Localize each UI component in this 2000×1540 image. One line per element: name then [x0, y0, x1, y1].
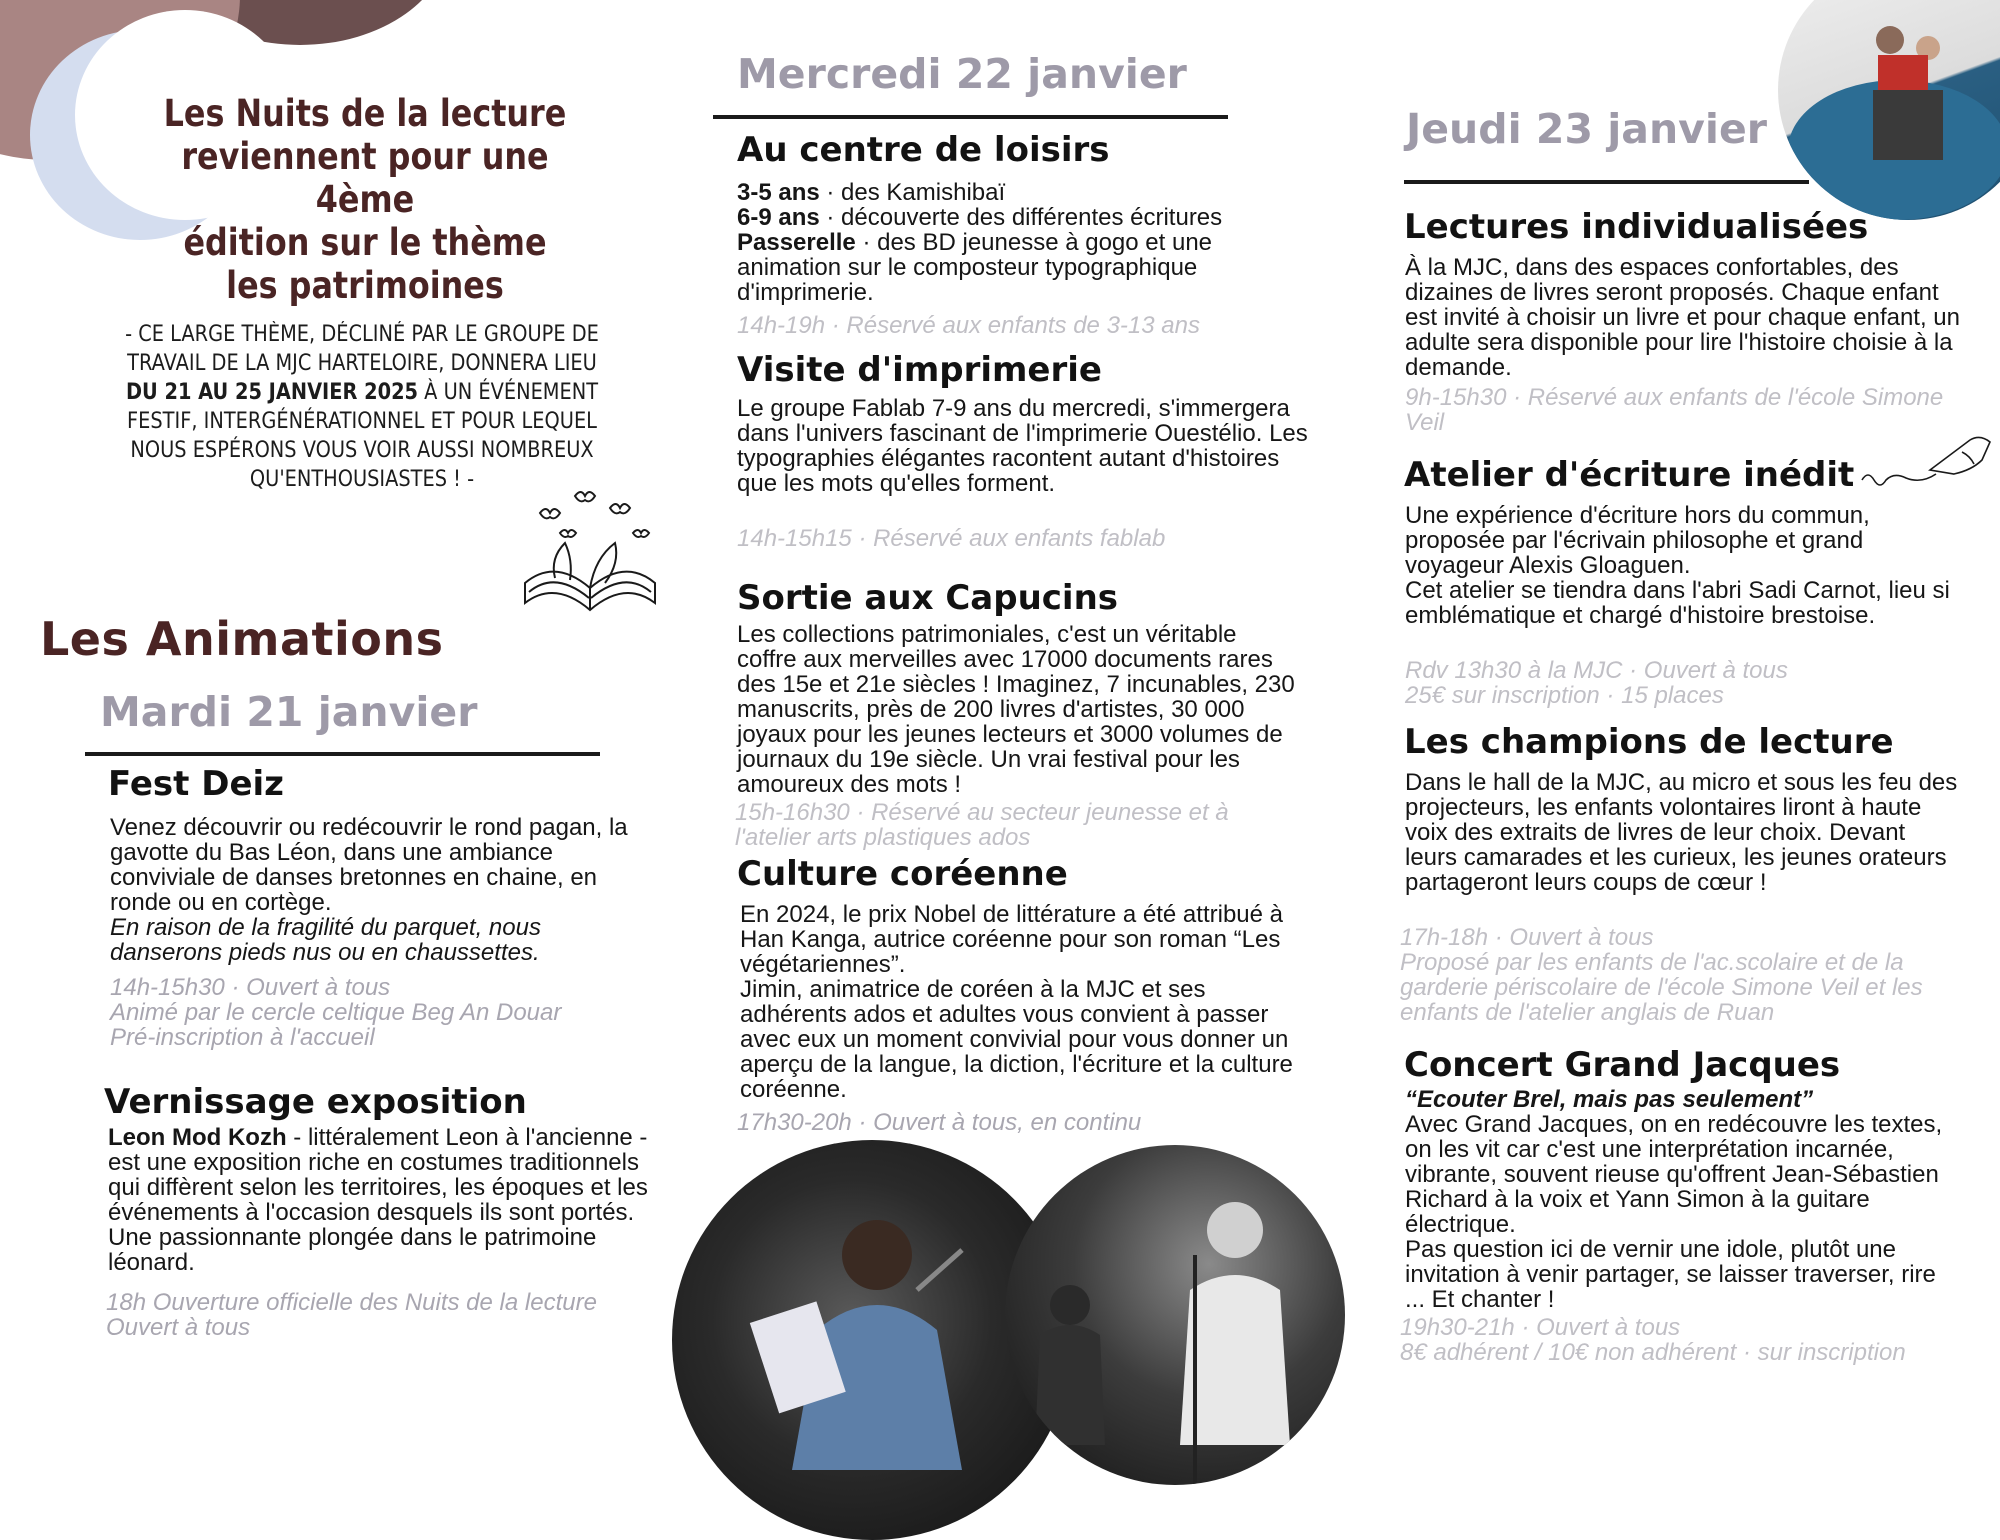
event-body-vernissage: Leon Mod Kozh - littéralement Leon à l'ancienne - est une exposition riche en costumes traditionnels qui diffèrent selon les territoires, les époques et les événements à l'occasion desquels ils sont portés. Une passionnante plongée dans le patrimoine léonard.: [108, 1124, 648, 1276]
day-rule-mardi: [85, 752, 600, 756]
event-title-culture-coreenne: Culture coréenne: [737, 854, 1068, 894]
event-meta-culture-coreenne: 17h30-20h · Ouvert à tous, en continu: [737, 1109, 1142, 1136]
event-title-centre-loisirs: Au centre de loisirs: [737, 130, 1110, 170]
event-body-fest-deiz: Venez découvrir ou redécouvrir le rond pagan, la gavotte du Bas Léon, dans une ambiance conviviale de danses bretonnes en chaine, en ronde ou en cortège. En raison de la fragilité du parquet, nous danserons pieds nus ou en chaussettes.: [110, 815, 655, 965]
open-book-butterflies-icon: [515, 488, 665, 628]
day-rule-mercredi: [713, 115, 1228, 119]
event-body-champions-lecture: Dans le hall de la MJC, au micro et sous les feu des projecteurs, les enfants volontaires liront à haute voix des extraits de livres de leur choix. Devant leurs camarades et les curieux, les jeunes orateurs partageront leurs coups de cœur !: [1405, 769, 1958, 896]
event-body-centre-loisirs: 3-5 ans · des Kamishibaï 6-9 ans · découverte des différentes écritures Passerelle · des BD jeunesse à gogo et une animation sur le composteur typographique d'imprimerie.: [737, 179, 1223, 306]
event-title-capucins: Sortie aux Capucins: [737, 578, 1119, 618]
event-meta-champions-lecture: 17h-18h · Ouvert à tous Proposé par les enfants de l'ac.scolaire et de la garderie périscolaire de l'école Simone Veil et les enfants de l'atelier anglais de Ruan: [1400, 924, 1923, 1026]
intro-dates: DU 21 AU 25 JANVIER 2025: [125, 380, 419, 405]
day-heading-jeudi: Jeudi 23 janvier: [1406, 105, 1767, 153]
event-meta-capucins: 15h-16h30 · Réservé au secteur jeunesse et à l'atelier arts plastiques ados: [735, 799, 1229, 851]
event-meta-fest-deiz: 14h-15h30 · Ouvert à tous Animé par le cercle celtique Beg An Douar Pré-inscription à l'accueil: [110, 974, 562, 1051]
event-title-concert: Concert Grand Jacques: [1404, 1045, 1841, 1085]
event-body-culture-coreenne: En 2024, le prix Nobel de littérature a été attribué à Han Kanga, autrice coréenne pour son roman “Les végétariennes”. Jimin, animatrice de coréen à la MJC et ses adhérents ados et adultes vous convient à passer avec eux un moment convivial pour vous donner un aperçu de la langue, la diction, l'écriture et la culture coréenne.: [740, 901, 1293, 1103]
intro-text: - CE LARGE THÈME, DÉCLINÉ PAR LE GROUPE DE TRAVAIL DE LA MJC HARTELOIRE, DONNERA LIEU DU 21 AU 25 JANVIER 2025 À UN ÉVÉNEMENT FESTIF, INTERGÉNÉRATIONNEL ET POUR LEQUEL NOUS ESPÉRONS VOUS VOIR AUSSI NOMBREUX QU'ENTHOUSIASTES ! -: [125, 322, 599, 492]
event-title-lectures-individualisees: Lectures individualisées: [1404, 207, 1869, 247]
intro-title: Les Nuits de la lecture reviennent pour une 4ème édition sur le thème les patrimoines: [163, 92, 567, 307]
event-meta-atelier-ecriture: Rdv 13h30 à la MJC · Ouvert à tous 25€ sur inscription · 15 places: [1405, 657, 1788, 709]
event-subtitle-concert: “Ecouter Brel, mais pas seulement”: [1405, 1086, 1814, 1113]
event-meta-concert: 19h30-21h · Ouvert à tous 8€ adhérent / 10€ non adhérent · sur inscription: [1400, 1314, 1906, 1366]
event-meta-lectures-individualisees: 9h-15h30 · Réservé aux enfants de l'école Simone Veil: [1405, 384, 1944, 436]
event-title-atelier-ecriture: Atelier d'écriture inédit: [1404, 455, 1855, 495]
event-body-imprimerie: Le groupe Fablab 7-9 ans du mercredi, s'immergera dans l'univers fascinant de l'imprimerie Ouestélio. Les typographies élégantes racontent autant d'histoires que les mots qu'elles forment.: [737, 395, 1308, 497]
event-note-fest-deiz: En raison de la fragilité du parquet, nous danserons pieds nus ou en chaussettes.: [110, 914, 541, 966]
event-title-imprimerie: Visite d'imprimerie: [737, 350, 1102, 390]
day-heading-mardi: Mardi 21 janvier: [100, 688, 478, 736]
event-meta-imprimerie: 14h-15h15 · Réservé aux enfants fablab: [737, 525, 1166, 552]
event-meta-centre-loisirs: 14h-19h · Réservé aux enfants de 3-13 ans: [737, 312, 1200, 339]
photo-concert-grand-jacques: [1005, 1145, 1345, 1485]
photo-reading-beanbag: [1778, 0, 2000, 220]
event-meta-vernissage: 18h Ouverture officielle des Nuits de la lecture Ouvert à tous: [106, 1289, 597, 1341]
event-body-capucins: Les collections patrimoniales, c'est un véritable coffre aux merveilles avec 17000 documents rares des 15e et 21e siècles ! Imaginez, 7 incunables, 230 manuscrits, près de 200 livres d'artistes, 30 000 joyaux pour les jeunes lecteurs et 3000 volumes de journaux du 19e siècle. Un vrai festival pour les amoureux des mots !: [737, 621, 1295, 798]
day-rule-jeudi: [1404, 180, 1809, 184]
event-body-concert: Avec Grand Jacques, on en redécouvre les textes, on les vit car c'est une interprétation incarnée, vibrante, souvent rieuse qu'offrent Jean-Sébastien Richard à la voix et Yann Simon à la guitare électrique. Pas question ici de vernir une idole, plutôt une invitation à venir partager, se laisser traverser, rire ... Et chanter !: [1405, 1111, 1943, 1313]
event-body-lectures-individualisees: À la MJC, dans des espaces confortables, des dizaines de livres seront proposés. Chaque enfant est invité à choisir un livre et pour chaque enfant, un adulte sera disponible pour lire l'histoire choisie à la demande.: [1405, 254, 1960, 381]
event-title-champions-lecture: Les champions de lecture: [1404, 722, 1894, 762]
section-title: Les Animations: [40, 612, 444, 666]
hand-writing-icon: [1860, 430, 2000, 490]
event-title-fest-deiz: Fest Deiz: [108, 764, 284, 804]
day-heading-mercredi: Mercredi 22 janvier: [737, 50, 1187, 98]
event-title-vernissage: Vernissage exposition: [104, 1082, 527, 1122]
event-body-atelier-ecriture: Une expérience d'écriture hors du commun, proposée par l'écrivain philosophe et grand voyageur Alexis Gloaguen. Cet atelier se tiendra dans l'abri Sadi Carnot, lieu si emblématique et chargé d'histoire brestoise.: [1405, 502, 1950, 629]
